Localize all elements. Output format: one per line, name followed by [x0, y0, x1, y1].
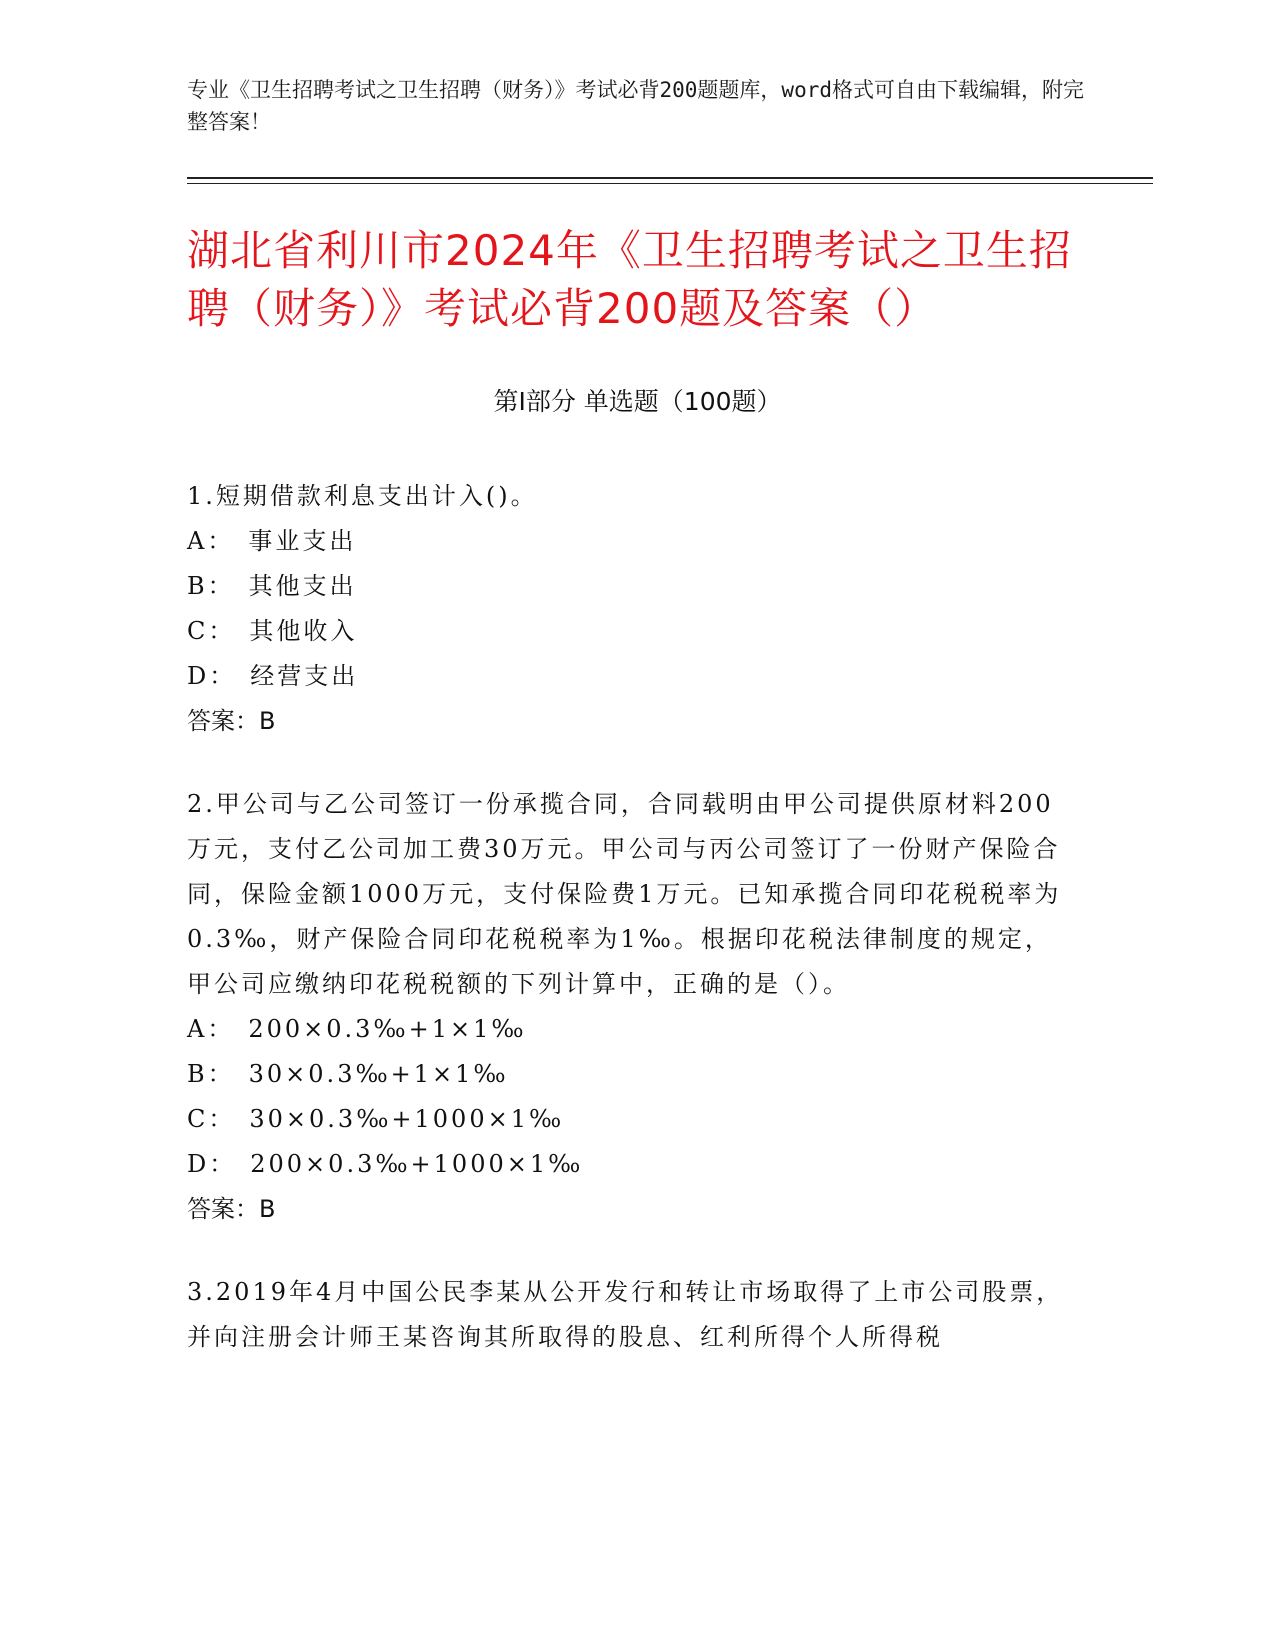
question-stem: 3.2019年4月中国公民李某从公开发行和转让市场取得了上市公司股票，并向注册会计师王某咨询其所取得的股息、红利所得个人所得税 — [187, 1278, 1064, 1351]
answer-line — [187, 699, 1067, 744]
answer-line — [187, 1187, 1067, 1232]
header-note: 专业《卫生招聘考试之卫生招聘（财务）》考试必背200题题库，word格式可自由下载编辑，附完整答案！ — [187, 78, 1084, 134]
option-b — [187, 564, 1067, 609]
option-key: D： — [187, 662, 237, 690]
option-text: 经营支出 — [250, 662, 359, 690]
option-d — [187, 1142, 1067, 1187]
question-3 — [187, 1270, 1067, 1360]
option-a — [187, 1007, 1067, 1052]
option-d — [187, 654, 1067, 699]
option-text: 200×0.3‰+1000×1‰ — [250, 1150, 584, 1178]
option-text: 其他收入 — [249, 617, 358, 645]
question-list — [187, 474, 1067, 1398]
option-key: C： — [187, 617, 236, 645]
question-1 — [187, 474, 1067, 744]
option-key: A： — [187, 527, 235, 555]
option-key: C： — [187, 1105, 236, 1133]
option-c — [187, 1097, 1067, 1142]
section-title: 第Ⅰ部分 单选题（100题） — [493, 387, 782, 416]
answer-value: B — [259, 1195, 276, 1223]
option-text: 30×0.3‰+1×1‰ — [248, 1060, 509, 1088]
answer-label: 答案： — [187, 1195, 259, 1223]
option-b — [187, 1052, 1067, 1097]
option-key: D： — [187, 1150, 237, 1178]
header-rule-thick — [187, 177, 1153, 179]
option-c — [187, 609, 1067, 654]
question-stem: 1.短期借款利息支出计入()。 — [187, 482, 538, 510]
document-title: 湖北省利川市2024年《卫生招聘考试之卫生招聘（财务）》考试必背200题及答案（） — [187, 226, 1072, 333]
option-key: B： — [187, 1060, 235, 1088]
option-text: 其他支出 — [248, 572, 357, 600]
answer-label: 答案： — [187, 707, 259, 735]
header-rule-thin — [187, 183, 1153, 184]
option-text: 事业支出 — [248, 527, 357, 555]
question-stem: 2.甲公司与乙公司签订一份承揽合同，合同载明由甲公司提供原材料200万元，支付乙公司加工费30万元。甲公司与丙公司签订了一份财产保险合同，保险金额1000万元，支付保险费1万元。已知承揽合同印花税税率为0.3‰，财产保险合同印花税税率为1‰。根据印花税法律制度的规定，甲公司应缴纳印花税税额的下列计算中，正确的是（）。 — [187, 790, 1062, 998]
answer-value: B — [259, 707, 276, 735]
option-a — [187, 519, 1067, 564]
option-text: 30×0.3‰+1000×1‰ — [249, 1105, 565, 1133]
option-text: 200×0.3‰+1×1‰ — [248, 1015, 527, 1043]
option-key: A： — [187, 1015, 235, 1043]
question-2 — [187, 782, 1067, 1232]
option-key: B： — [187, 572, 235, 600]
